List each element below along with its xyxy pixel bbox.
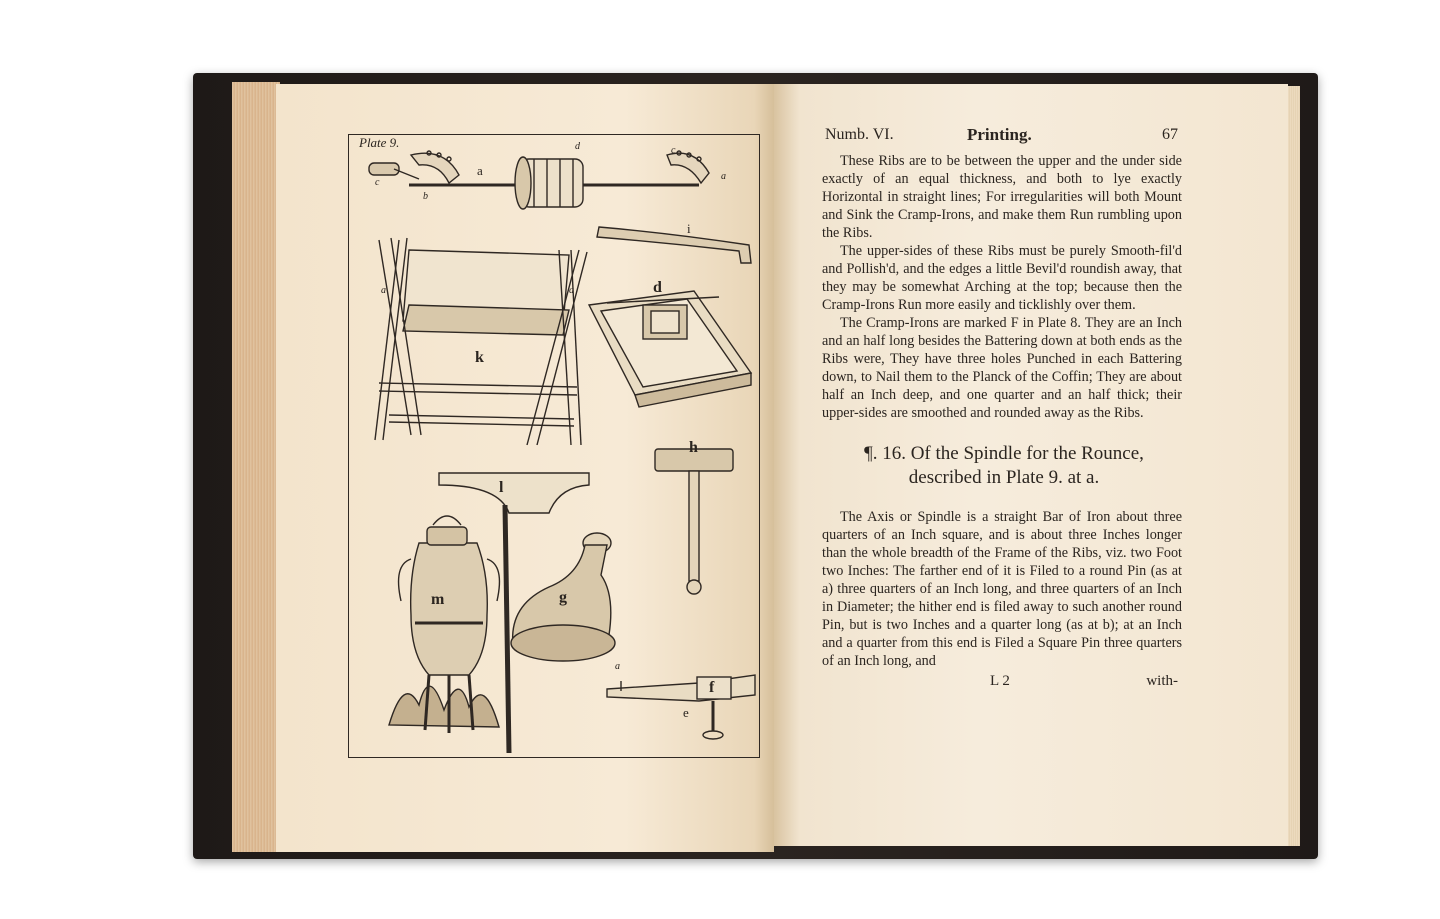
lever-drawing (597, 227, 751, 263)
label-c: c (375, 177, 380, 188)
page-edges-left (232, 82, 280, 852)
label-d-top: d (575, 141, 580, 152)
plate-title: Plate 9. (359, 135, 400, 150)
label-h: h (689, 439, 698, 456)
tool-f-drawing (607, 675, 755, 739)
label-l: l (499, 479, 504, 496)
label-e: e (683, 705, 689, 720)
header-title: Printing. (967, 125, 1032, 144)
paragraph-3: The Cramp-Irons are marked F in Plate 8. They are an Inch and an half long besides the Battering down at both ends as the Ribs were, They have three holes Punched in each Battering down, to Nail them to the Planck of the Coffin; They are about half an Inch deep, and one quarter and an half thick; their upper-sides are smoothed and rounded away as the Ribs. (822, 315, 1182, 421)
label-f: f (709, 679, 715, 696)
label-d-box: d (653, 279, 662, 296)
paragraph-4: The Axis or Spindle is a straight Bar of Iron about three quarters of an Inch square, and is about three Inches longer than the whole breadth of the Frame of the Ribs, viz. two Foot two Inches: The farther end of it is Filed to a round Pin (as at a) three quarters of an Inch long, and three quarters of an Inch in Diameter; the hither end is filed away to such another round Pin, but is two Inches and a quarter long (as at b); at an Inch and a quarter from this end is Filed a Square Pin three quarters of an Inch long, and (822, 509, 1182, 669)
label-c-right: c (671, 145, 676, 156)
signature-mark: L 2 (990, 673, 1010, 689)
page-edges-right (1286, 86, 1300, 846)
label-a-right: a (721, 171, 726, 182)
label-m: m (431, 591, 445, 608)
section-heading: ¶. 16. Of the Spindle for the Rounce, described in Plate 9. at a. (864, 443, 1144, 488)
label-a-tool: a (615, 661, 620, 672)
frame-stand-drawing (375, 238, 587, 445)
engraved-plate (348, 134, 760, 758)
rounce-spindle-drawing (369, 151, 709, 209)
pot-drawing (389, 516, 499, 733)
running-header (822, 126, 1182, 150)
page-footer (822, 672, 1182, 692)
label-k: k (475, 349, 484, 366)
label-a-frame-left: a (381, 285, 386, 296)
label-i: i (687, 221, 691, 236)
label-g: g (559, 589, 567, 606)
hammer-drawing (655, 449, 733, 594)
header-number: Numb. VI. (825, 126, 894, 143)
right-page-text (822, 126, 1182, 692)
label-a-frame-right: a (569, 285, 574, 296)
paragraph-1: These Ribs are to be between the upper and the under side exactly of an equal thickness, and both to lye exactly Horizontal in straight lines; For irregularities will both Mount and Sink the Cramp-Irons, and make them Run rumbling upon the Ribs. (822, 153, 1182, 241)
platform-box-drawing (589, 291, 751, 407)
page-number: 67 (1162, 126, 1178, 143)
catchword: with- (1146, 673, 1178, 689)
label-a-spindle: a (477, 163, 483, 178)
label-b: b (423, 191, 428, 202)
paragraph-2: The upper-sides of these Ribs must be purely Smooth-fil'd and Pollish'd, and the edges a little Bevil'd roundish away, that they may be somewhat Arching at the top; because then the Cramp-Irons Run more easily and ticklishly over them. (822, 243, 1182, 313)
